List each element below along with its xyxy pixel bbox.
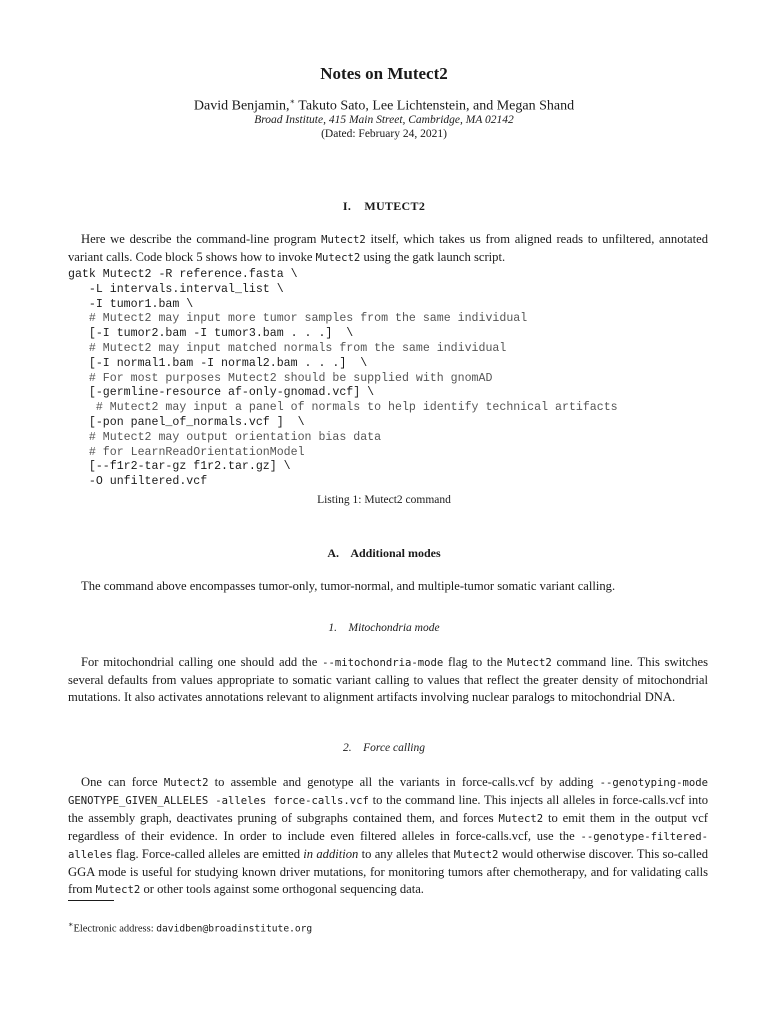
mitochondria-paragraph [68, 654, 708, 706]
force-text-5: flag. Force-called alleles are emitted [112, 847, 304, 861]
code-line: gatk Mutect2 -R reference.fasta \ [68, 268, 298, 281]
code-line: # Mutect2 may input more tumor samples from the same individual [68, 312, 528, 326]
paper-authors [0, 97, 768, 115]
author-rest: Takuto Sato, Lee Lichtenstein, and Megan Shand [295, 98, 575, 114]
additional-modes-text: The command above encompasses tumor-only, tumor-normal, and multiple-tumor somatic variant calling. [81, 579, 616, 593]
force-heading-text: 2. Force calling [343, 742, 425, 754]
code-line: [--f1r2-tar-gz f1r2.tar.gz] \ [68, 460, 291, 474]
force-text-8: or other tools against some orthogonal sequencing data. [140, 882, 424, 896]
footnote-mark: ∗ [68, 920, 74, 929]
intro-code-2: Mutect2 [315, 252, 361, 264]
force-code-6: Mutect2 [95, 884, 141, 896]
mito-code-1: --mitochondria-mode [322, 657, 444, 669]
listing-caption: Listing 1: Mutect2 command [317, 494, 451, 506]
code-line: [-I tumor2.bam -I tumor3.bam . . .] \ [68, 327, 354, 341]
mito-text-3: command line. This switches several defaults from values appropriate to somatic variant calling to values that reflect the greater density of mitochondrial mutations. It also activates annotations relevant to alignment artifacts involving nuclear paralogs to mitochondrial DNA. [68, 655, 709, 704]
force-code-1: Mutect2 [163, 777, 209, 789]
force-text-1: One can force [81, 775, 164, 789]
paper-title: Notes on Mutect2 [320, 64, 448, 83]
footnote [68, 920, 312, 935]
code-line: [-I normal1.bam -I normal2.bam . . .] \ [68, 356, 368, 370]
section-heading-mutect2 [0, 199, 768, 214]
footnote-label: Electronic address: [73, 923, 157, 935]
footnote-rule [68, 900, 114, 901]
subsection-heading-additional-modes [0, 546, 768, 561]
force-code-2: --genotyping-mode GENOTYPE_GIVEN_ALLELES -alleles force-calls.vcf [68, 777, 708, 807]
code-listing [68, 268, 618, 490]
force-text-4: to emit them in the output vcf regardless of their evidence. In order to include even filtered alleles in force-calls.vcf, use the [68, 811, 708, 843]
intro-text-2: itself, which takes us from aligned reads to unfiltered, annotated variant calls. Code block 5 shows how to invoke [68, 232, 709, 264]
code-line: # for LearnReadOrientationModel [68, 445, 305, 459]
code-line: # Mutect2 may input a panel of normals to help identify technical artifacts [68, 401, 618, 415]
paper-dated: (Dated: February 24, 2021) [321, 128, 447, 140]
mito-code-2: Mutect2 [507, 657, 552, 669]
force-text-7: would otherwise discover. This so-called GGA mode is useful for studying known driver mutations, for monitoring tumors after chemotherapy, and for validating calls from [68, 847, 708, 896]
subsubsection-heading-force-calling [0, 742, 768, 754]
code-line: -O unfiltered.vcf [68, 475, 208, 489]
code-line: # For most purposes Mutect2 should be supplied with gnomAD [68, 371, 493, 385]
code-line: -I tumor1.bam \ [68, 297, 194, 311]
force-code-5: Mutect2 [453, 849, 499, 861]
code-line: [-germline-resource af-only-gnomad.vcf] \ [68, 386, 375, 400]
intro-text-3: using the gatk launch script. [360, 250, 506, 264]
force-code-3: Mutect2 [498, 813, 544, 825]
subsubsection-heading-mitochondria [0, 622, 768, 634]
code-line: [-pon panel_of_normals.vcf ] \ [68, 415, 305, 429]
force-code-4: --genotype-filtered-alleles [68, 831, 708, 861]
subsection-heading-text: A. Additional modes [327, 546, 441, 560]
footnote-email[interactable]: davidben@broadinstitute.org [156, 923, 313, 935]
force-italic: in addition [303, 847, 359, 861]
mito-text-2: flag to the [443, 655, 508, 669]
mito-heading-text: 1. Mitochondria mode [328, 622, 440, 634]
additional-modes-paragraph [68, 578, 708, 595]
intro-text-1: Here we describe the command-line program [81, 232, 322, 246]
section-heading-text: I. MUTECT2 [342, 199, 426, 213]
force-text-2: to assemble and genotype all the variants in force-calls.vcf by adding [208, 775, 600, 789]
force-text-3: to the command line. This injects all alleles in force-calls.vcf into the assembly graph, deactivates pruning of subgraphs contained them, and forces [68, 793, 708, 825]
paper-affiliation: Broad Institute, 415 Main Street, Cambridge, MA 02142 [254, 114, 514, 126]
mito-text-1: For mitochondrial calling one should add the [81, 655, 323, 669]
intro-paragraph [68, 231, 708, 267]
code-line: -L intervals.interval_list \ [68, 282, 284, 296]
code-line: # Mutect2 may input matched normals from the same individual [68, 341, 507, 355]
force-calling-paragraph [68, 774, 708, 899]
author-footnote-mark: ∗ [289, 97, 295, 106]
code-line: # Mutect2 may output orientation bias data [68, 430, 382, 444]
author-lead: David Benjamin, [193, 98, 290, 114]
force-text-6: to any alleles that [358, 847, 454, 861]
intro-code-1: Mutect2 [321, 234, 366, 246]
